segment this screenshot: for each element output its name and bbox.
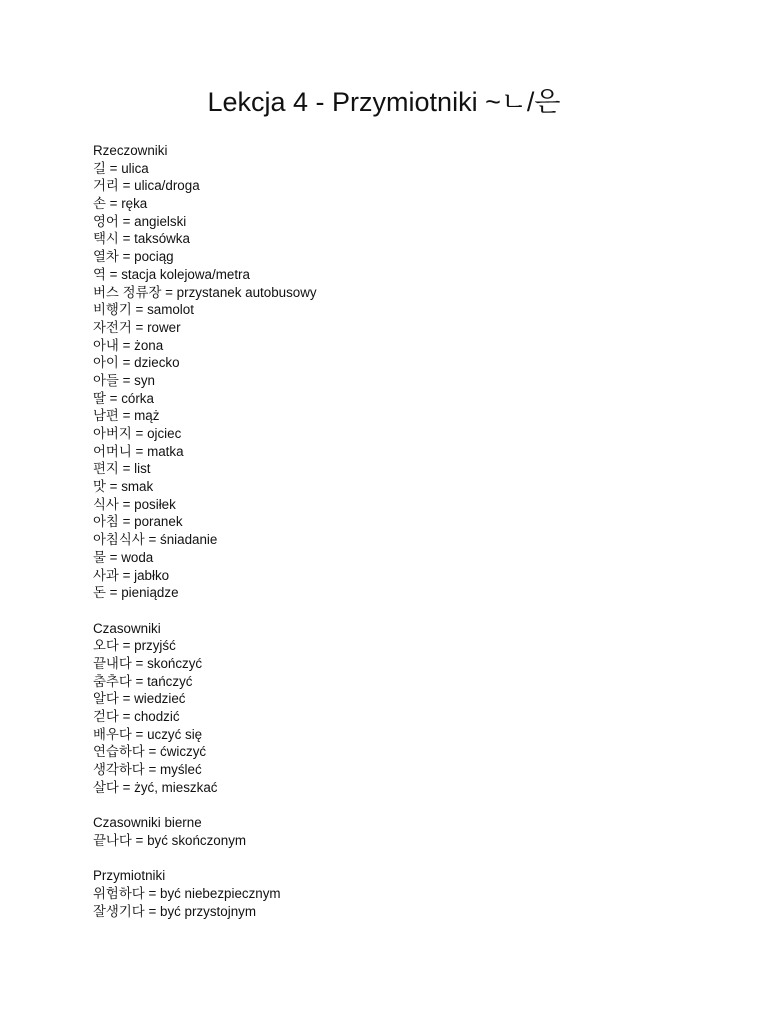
vocab-entry: 아침식사 = śniadanie: [93, 532, 218, 548]
entry-list: [93, 832, 733, 850]
entry-list: [93, 885, 733, 920]
vocab-entry: 편지 = list: [93, 461, 151, 477]
vocab-entry: 열차 = pociąg: [93, 249, 174, 265]
vocab-entry: 아침 = poranek: [93, 514, 183, 530]
vocab-entry: 끝나다 = być skończonym: [93, 832, 247, 848]
vocab-entry: 사과 = jabłko: [93, 567, 170, 583]
vocab-entry: 거리 = ulica/droga: [93, 178, 200, 194]
page-title: Lekcja 4 - Przymiotniki ~ㄴ/은: [207, 87, 561, 117]
section-nouns: [93, 142, 733, 602]
vocab-entry: 끝내다 = skończyć: [93, 655, 203, 671]
vocab-entry: 아버지 = ojciec: [93, 426, 182, 441]
vocabulary-list: [93, 142, 733, 938]
vocab-entry: 버스 정류장 = przystanek autobusowy: [93, 284, 317, 300]
section-verbs: [93, 620, 733, 797]
vocab-entry: 잘생기다 = być przystojnym: [93, 903, 256, 919]
vocab-entry: 돈 = pieniądze: [93, 585, 179, 601]
vocab-entry: 춤추다 = tańczyć: [93, 673, 193, 689]
vocab-entry: 식사 = posiłek: [93, 496, 176, 512]
vocab-entry: 위험하다 = być niebezpiecznym: [93, 885, 281, 901]
vocab-entry: 살다 = żyć, mieszkać: [93, 779, 218, 795]
section-heading: Czasowniki bierne: [93, 815, 202, 831]
vocab-entry: 어머니 = matka: [93, 443, 184, 459]
vocab-entry: 아들 = syn: [93, 372, 155, 388]
vocab-entry: 걷다 = chodzić: [93, 709, 180, 724]
entry-list: [93, 160, 733, 602]
vocab-entry: 오다 = przyjść: [93, 638, 176, 654]
section-adjectives: [93, 867, 733, 920]
vocab-entry: 역 = stacja kolejowa/metra: [93, 266, 250, 282]
vocab-entry: 딸 = córka: [93, 390, 154, 406]
vocab-entry: 남편 = mąż: [93, 408, 160, 424]
section-heading: Przymiotniki: [93, 868, 166, 884]
vocab-entry: 생각하다 = myśleć: [93, 762, 202, 778]
section-heading: Rzeczowniki: [93, 143, 168, 158]
vocab-entry: 자전거 = rower: [93, 319, 181, 335]
vocab-entry: 물 = woda: [93, 549, 154, 565]
vocab-entry: 택시 = taksówka: [93, 231, 190, 247]
vocab-entry: 길 = ulica: [93, 160, 149, 176]
section-heading: Czasowniki: [93, 620, 161, 636]
entry-list: [93, 637, 733, 796]
vocab-entry: 아내 = żona: [93, 337, 164, 353]
vocab-entry: 연습하다 = ćwiczyć: [93, 744, 207, 760]
vocab-entry: 손 = ręka: [93, 196, 148, 212]
vocab-entry: 비행기 = samolot: [93, 302, 194, 318]
vocab-entry: 아이 = dziecko: [93, 355, 180, 371]
vocab-entry: 영어 = angielski: [93, 213, 187, 229]
vocab-entry: 알다 = wiedzieć: [93, 691, 186, 707]
vocab-entry: 배우다 = uczyć się: [93, 726, 203, 742]
vocab-entry: 맛 = smak: [93, 479, 154, 495]
section-passive-verbs: [93, 814, 733, 849]
